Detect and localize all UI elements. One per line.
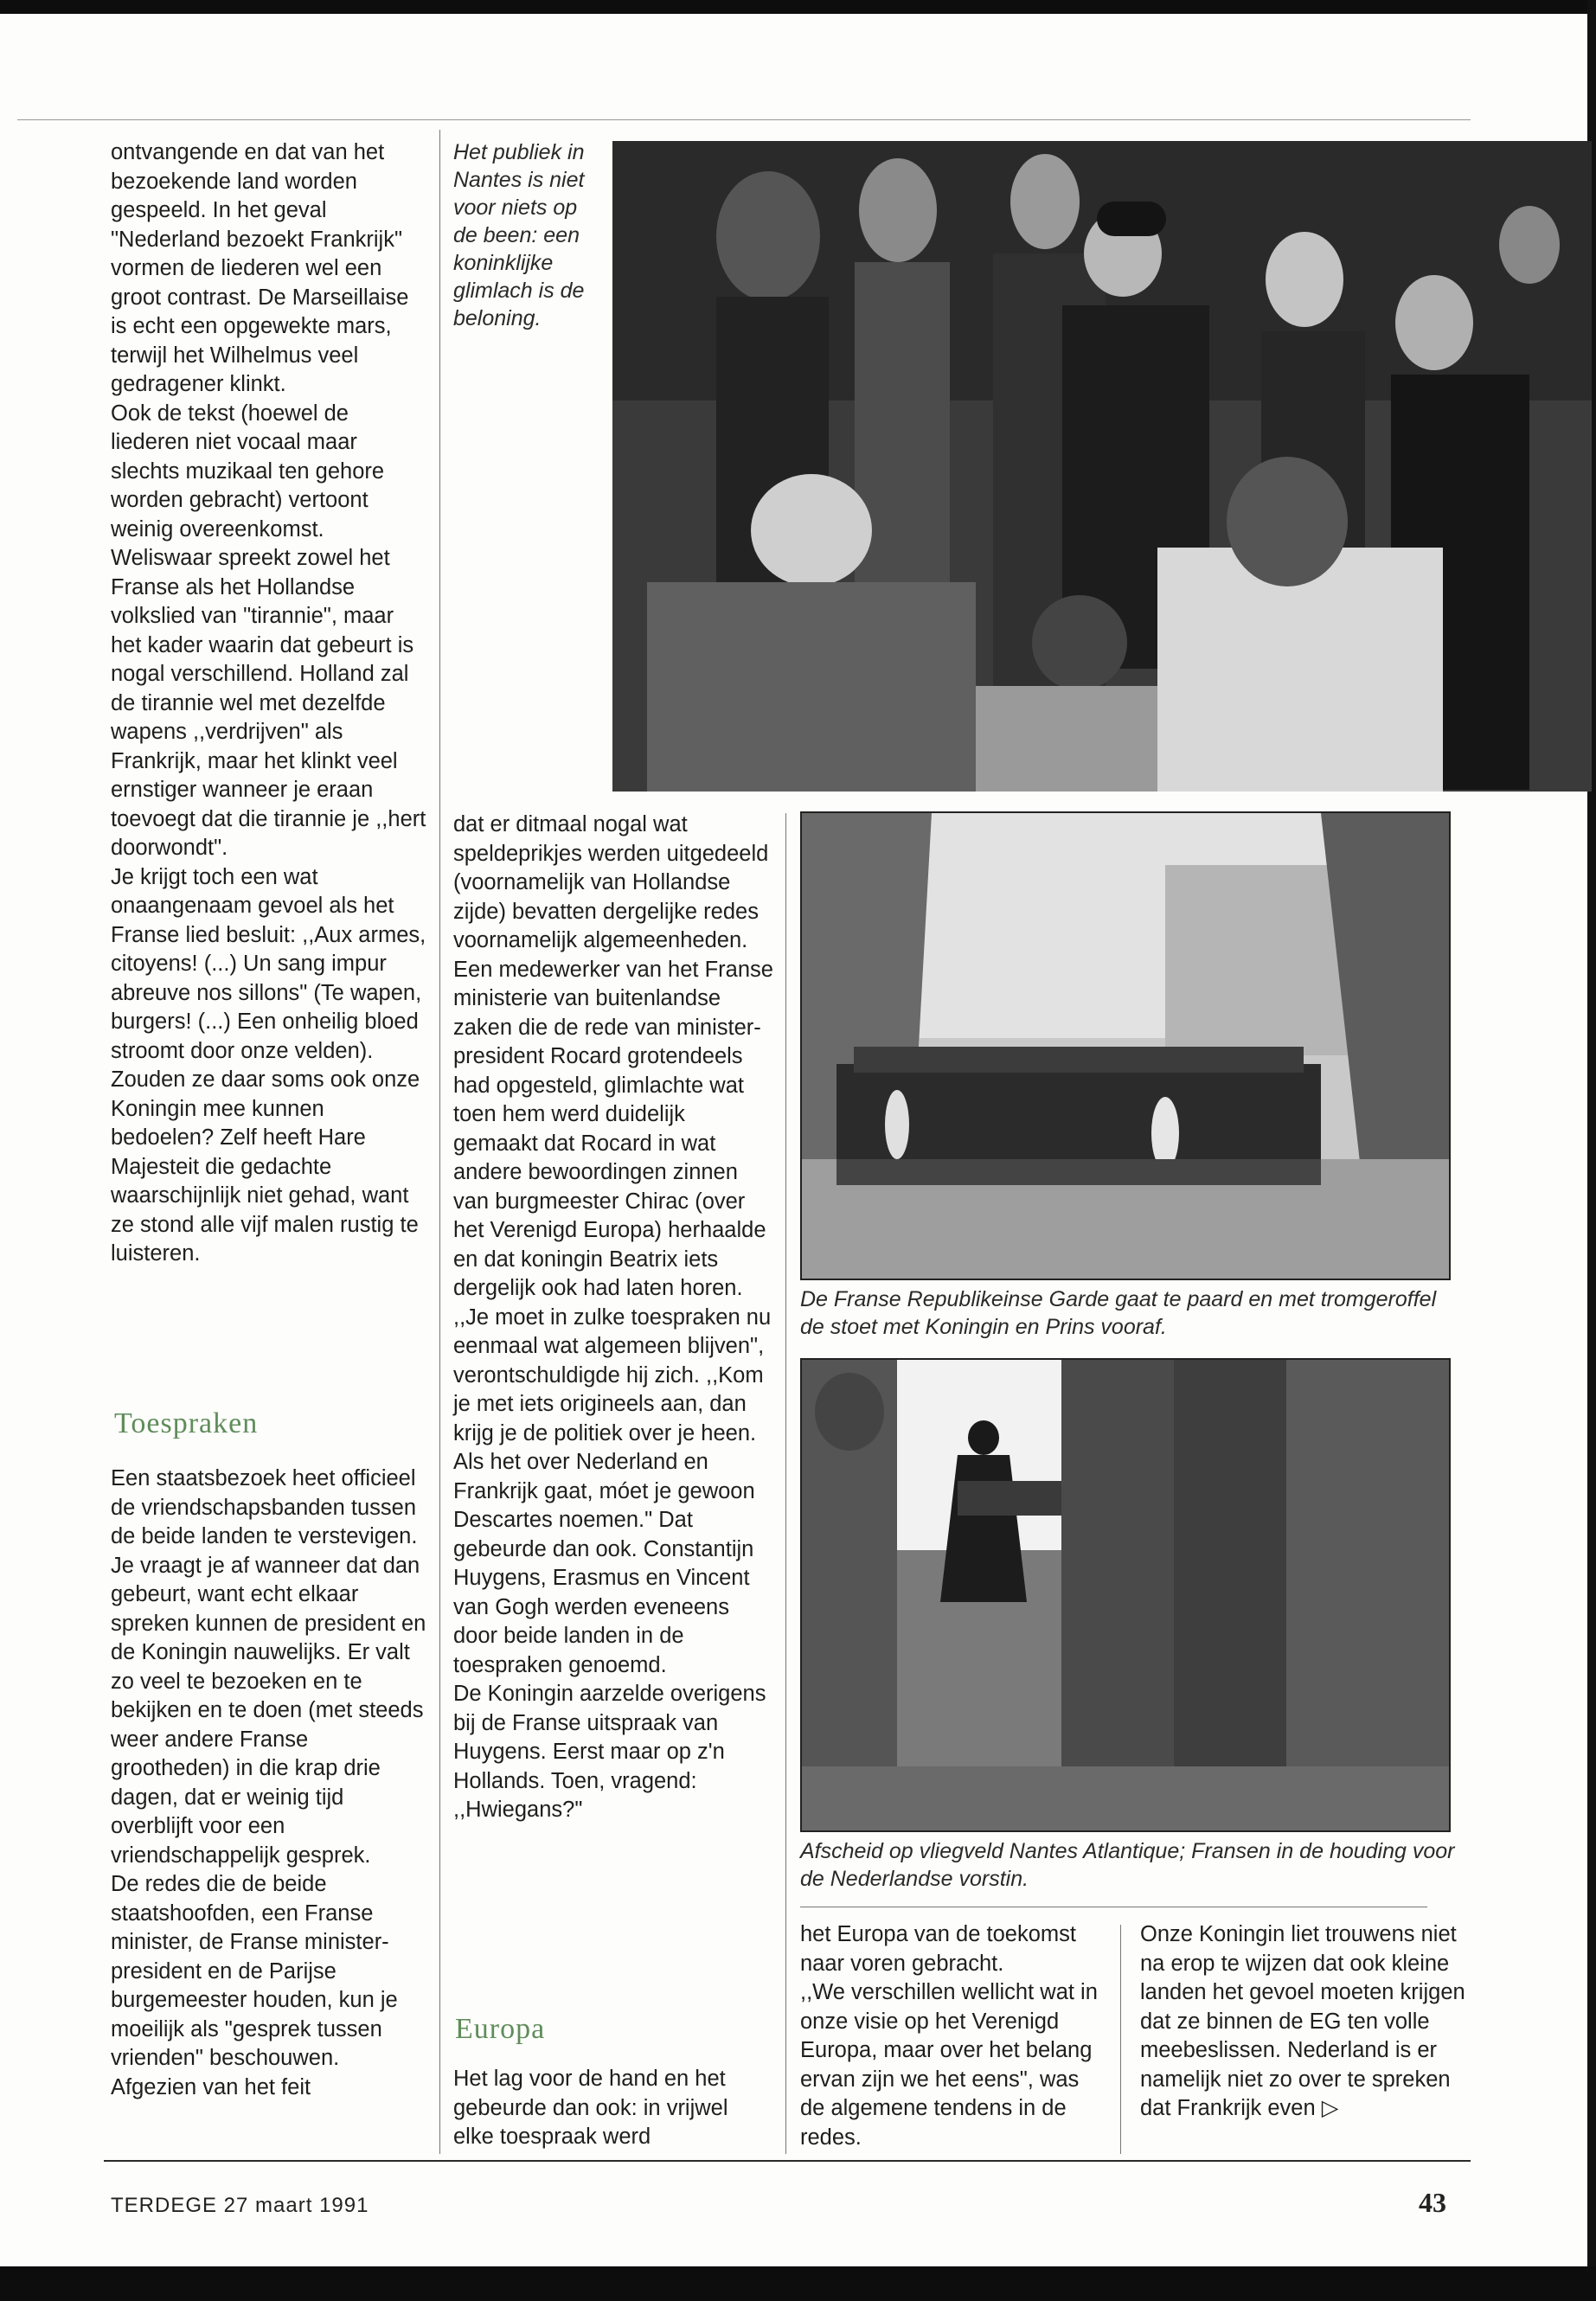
photo-republican-guard xyxy=(800,811,1451,1280)
page-number: 43 xyxy=(1419,2187,1446,2218)
column-divider-1 xyxy=(439,130,440,2154)
column4-paragraph-1: Onze Koningin liet trouwens niet na erop te wijzen dat ook kleine landen het gevoel moeten krijgen dat ze binnen de EG ten volle meebeslissen. Nederland is er namelijk niet zo over te spreken dat Frankrijk even ▷ xyxy=(1140,1922,1465,2120)
article-column-1 xyxy=(111,138,426,1269)
article-column-2-continued xyxy=(453,2065,773,2152)
column3-paragraph-1: het Europa van de toekomst naar voren gebracht. xyxy=(800,1922,1076,1976)
article-column-3 xyxy=(800,1920,1107,2152)
column2-paragraph-3: ,,Je moet in zulke toespraken nu eenmaal wat algemeen blijven", verontschuldigde hij zich. ,,Kom je met iets origineels aan, dan krijg je de politiek over je heen. Als het over Nederland en Frankrijk gaat, móet je gewoon Descartes noemen." Dat gebeurde dan ook. Constantijn Huygens, Erasmus en Vincent van Gogh werden eveneens door beide landen in de toespraken genoemd. xyxy=(453,1304,772,1677)
caption-airport-farewell: Afscheid op vliegveld Nantes Atlantique; Fransen in de houding voor de Nederlandse vorstin. xyxy=(800,1839,1455,1891)
airport-photo-graphic xyxy=(802,1360,1449,1830)
article-column-1-continued xyxy=(111,1465,426,2102)
photo-airport-farewell xyxy=(800,1358,1451,1832)
heading-toespraken: Toespraken xyxy=(114,1407,259,1439)
column-divider-2 xyxy=(785,813,786,2154)
bottom-rule xyxy=(104,2160,1471,2162)
column3-paragraph-2: ,,We verschillen wellicht wat in onze visie op het Verenigd Europa, maar over het belang ervan zijn we het eens", was de algemene tendens in de redes. xyxy=(800,1980,1098,2150)
top-border xyxy=(0,0,1596,14)
article-column-2 xyxy=(453,811,773,1825)
heading-europa: Europa xyxy=(455,2013,546,2045)
caption-republican-guard: De Franse Republikeinse Garde gaat te paard en met tromgeroffel de stoet met Koningin en Prins vooraf. xyxy=(800,1287,1437,1339)
column2-paragraph-4: De Koningin aarzelde overigens bij de Franse uitspraak van Huygens. Eerst maar op z'n Hollands. Toen, vragend: ,,Hwiegans?" xyxy=(453,1682,766,1822)
top-rule xyxy=(17,119,1471,120)
column1-paragraph-1: ontvangende en dat van het bezoekende land worden gespeeld. In het geval "Nederland bezoekt Frankrijk" vormen de liederen wel een groot contrast. De Marseillaise is echt een opgewekte mars, terwijl het Wilhelmus veel gedragener klinkt. xyxy=(111,140,409,396)
article-column-4 xyxy=(1140,1920,1469,2124)
column1-paragraph-2: Ook de tekst (hoewel de liederen niet vocaal maar slechts muzikaal ten gehore worden gebracht) vertoont weinig overeenkomst. Weliswaar spreekt zowel het Franse als het Hollandse volkslied van "tirannie", maar het kader waarin dat gebeurt is nogal verschillend. Holland zal de tirannie wel met dezelfde wapens ,,verdrijven" als Frankrijk, maar het klinkt veel ernstiger wanneer je eraan toevoegt dat die tirannie je ,,hert doorwondt". xyxy=(111,401,426,860)
cavalry-photo-graphic xyxy=(802,813,1449,1279)
crowd-photo-graphic xyxy=(612,141,1592,792)
column2-paragraph-1: dat er ditmaal nogal wat speldeprikjes werden uitgedeeld (voornamelijk van Hollandse zijde) bevatten dergelijke redes voornamelijk algemeenheden. xyxy=(453,812,769,952)
column-divider-3 xyxy=(1120,1925,1121,2154)
caption-top-photo: Het publiek in Nantes is niet voor niets op de been: een koninklijke glimlach is de beloning. xyxy=(453,140,585,330)
column1-paragraph-5: De redes die de beide staatshoofden, een Franse minister, de Franse minister-president en de Parijse burgemeester houden, kun je moeilijk als "gesprek tussen vrienden" beschouwen. Afgezien van het feit xyxy=(111,1872,398,2099)
column1-paragraph-4: Een staatsbezoek heet officieel de vriendschapsbanden tussen de beide landen te verstevigen. Je vraagt je af wanneer dat dan gebeurt, want echt elkaar spreken kunnen de president en de Koningin nauwelijks. Er valt zo veel te bezoeken en te bekijken en te doen (met steeds weer andere Franse grootheden) in die krap drie dagen, dat er weinig tijd overblijft voor een vriendschappelijk gesprek. xyxy=(111,1466,426,1868)
column2-paragraph-5: Het lag voor de hand en het gebeurde dan ook: in vrijwel elke toespraak werd xyxy=(453,2067,728,2149)
publication-footer: TERDEGE 27 maart 1991 xyxy=(111,2194,369,2217)
photo-crowd-nantes xyxy=(612,141,1592,792)
bottom-border xyxy=(0,2266,1596,2301)
column2-paragraph-2: Een medewerker van het Franse ministerie van buitenlandse zaken die de rede van minister-president Rocard grotendeels had opgesteld, glimlachte wat toen hem werd duidelijk gemaakt dat Rocard in wat andere bewoordingen zinnen van burgmeester Chirac (over het Verenigd Europa) herhaalde en dat koningin Beatrix iets dergelijk ook had laten horen. xyxy=(453,957,773,1300)
column1-paragraph-3: Je krijgt toch een wat onaangenaam gevoel als het Franse lied besluit: ,,Aux armes, citoyens! (...) Un sang impur abreuve nos sillons" (Te wapen, burgers! (...) Een onheilig bloed stroomt door onze velden). Zouden ze daar soms ook onze Koningin mee kunnen bedoelen? Zelf heeft Hare Majesteit die gedachte waarschijnlijk niet gehad, want ze stond alle vijf malen rustig te luisteren. xyxy=(111,864,426,1266)
